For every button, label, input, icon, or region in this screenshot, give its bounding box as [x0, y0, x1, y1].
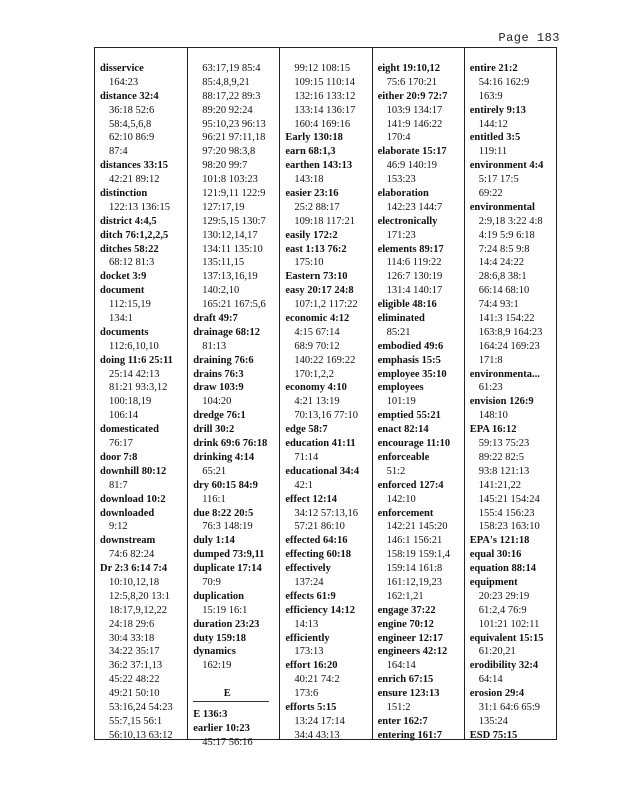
index-page-refs: 54:16 162:9 — [478, 76, 530, 88]
index-page-refs: 25:14 42:13 — [109, 368, 160, 380]
index-page-refs: 15:19 16:1 — [202, 604, 248, 616]
index-page-refs: 42:1 — [294, 479, 314, 491]
index-page-refs: 162:19 — [202, 660, 232, 672]
index-page-refs: 104:20 — [202, 396, 232, 408]
index-page-refs: 112:15,19 — [109, 299, 151, 311]
index-page-refs: 135:24 — [478, 715, 508, 727]
index-page-refs: 151:2 — [386, 701, 411, 713]
index-term: downstream — [100, 535, 156, 547]
index-page-refs: 74:6 82:24 — [109, 549, 155, 561]
index-term: EPA's 121:18 — [469, 535, 530, 547]
index-term: document — [100, 285, 145, 297]
index-page-refs: 163:8,9 164:23 — [478, 326, 543, 338]
index-page-refs: 163:9 — [478, 90, 503, 102]
index-term: employees — [377, 382, 424, 394]
index-term: drink 69:6 76:18 — [193, 438, 268, 450]
index-page-refs: 137:24 — [294, 576, 324, 588]
index-column-5 — [464, 48, 556, 739]
index-page-refs: 34:22 35:17 — [109, 646, 160, 658]
index-term: doing 11:6 25:11 — [100, 354, 173, 366]
index-term: enact 82:14 — [377, 424, 429, 436]
index-page-refs: 13:24 17:14 — [294, 715, 345, 727]
index-page-refs: 140:2,10 — [202, 285, 240, 297]
index-term: edge 58:7 — [285, 424, 328, 436]
index-page-refs: 34:12 57:13,16 — [294, 507, 358, 519]
index-page-refs: 146:1 156:21 — [386, 535, 443, 547]
index-page-refs: 132:16 133:12 — [294, 90, 356, 102]
index-page-refs: 160:4 169:16 — [294, 118, 351, 130]
section-letter: E — [223, 688, 231, 700]
index-term: easily 172:2 — [285, 229, 338, 241]
index-page-refs: 64:14 — [478, 674, 503, 686]
index-term: due 8:22 20:5 — [193, 507, 254, 519]
index-term: eligible 48:16 — [377, 299, 437, 311]
index-term: effect 12:14 — [285, 493, 337, 505]
index-page-refs: 140:22 169:22 — [294, 354, 356, 366]
index-page-refs: 62:10 86:9 — [109, 132, 155, 144]
index-page-refs: 2:9,18 3:22 4:8 — [478, 215, 543, 227]
index-page-refs: 12:5,8,20 13:1 — [109, 590, 170, 602]
index-page-refs: 63:17,19 85:4 — [202, 63, 261, 74]
index-term: ensure 123:13 — [377, 688, 440, 700]
index-page-refs: 109:18 117:21 — [294, 215, 355, 227]
index-term: either 20:9 72:7 — [377, 90, 448, 102]
index-term: emphasis 15:5 — [377, 354, 441, 366]
index-term: earn 68:1,3 — [285, 146, 336, 158]
section-divider — [193, 701, 269, 702]
index-page-refs: 95:10,23 96:13 — [202, 118, 266, 130]
index-page-refs: 55:7,15 56:1 — [109, 715, 163, 727]
index-page-refs: 4:15 67:14 — [294, 326, 340, 338]
index-term: enforced 127:4 — [377, 479, 444, 491]
index-page-refs: 159:14 161:8 — [386, 563, 443, 575]
index-term: effort 16:20 — [285, 660, 338, 672]
index-page-refs: 28:6,8 38:1 — [478, 271, 527, 283]
index-page-refs: 131:4 140:17 — [386, 285, 443, 297]
index-page-refs: 175:10 — [294, 257, 324, 269]
index-term: entitled 3:5 — [469, 132, 521, 144]
index-term: effects 61:9 — [285, 590, 336, 602]
index-page-refs: 127:17,19 — [202, 201, 245, 213]
index-page-refs: 89:20 92:24 — [202, 104, 253, 116]
index-page-refs: 101:8 103:23 — [202, 174, 258, 186]
index-term: environmenta... — [469, 368, 540, 380]
index-term: envision 126:9 — [469, 396, 534, 408]
index-page-refs: 76:17 — [109, 438, 133, 450]
index-page-refs: 141:9 146:22 — [386, 118, 443, 130]
index-page-refs: 87:4 — [109, 146, 128, 158]
index-term: effectively — [285, 563, 331, 575]
index-term: engage 37:22 — [377, 604, 436, 616]
index-term: east 1:13 76:2 — [285, 243, 347, 255]
index-term: employee 35:10 — [377, 368, 447, 380]
index-term: electronically — [377, 215, 438, 227]
index-page-refs: 141:21,22 — [478, 479, 522, 491]
index-column-2 — [187, 48, 279, 748]
index-term: drainage 68:12 — [193, 326, 260, 338]
index-term: duplicate 17:14 — [193, 563, 262, 575]
index-term: efficiency 14:12 — [285, 604, 356, 616]
index-term: dynamics — [193, 646, 236, 658]
index-page-refs: 30:4 33:18 — [109, 632, 155, 644]
index-column-3 — [279, 48, 371, 739]
index-page-refs: 42:21 89:12 — [109, 174, 160, 186]
index-page-refs: 170:1,2,2 — [294, 368, 335, 380]
index-page-refs: 165:21 167:5,6 — [202, 299, 266, 311]
index-page-refs: 85:21 — [386, 326, 411, 338]
index-term: encourage 11:10 — [377, 438, 451, 450]
index-page-refs: 144:12 — [478, 118, 508, 130]
index-page-refs: 89:22 82:5 — [478, 451, 524, 463]
index-page-refs: 121:9,11 122:9 — [202, 188, 266, 200]
index-page-refs: 129:5,15 130:7 — [202, 215, 266, 227]
index-term: environment 4:4 — [469, 160, 544, 172]
index-page-refs: 164:23 — [109, 76, 139, 88]
index-term: easier 23:16 — [285, 188, 339, 200]
index-term: E 136:3 — [193, 708, 228, 720]
index-term: distance 32:4 — [100, 90, 159, 102]
index-term: economy 4:10 — [285, 382, 347, 394]
index-page-refs: 145:21 154:24 — [478, 493, 540, 505]
index-page-refs: 49:21 50:10 — [109, 688, 160, 700]
index-term: disservice — [100, 63, 144, 74]
index-term: eliminated — [377, 313, 425, 325]
index-page-refs: 31:1 64:6 65:9 — [478, 701, 541, 713]
index-page-refs: 24:18 29:6 — [109, 618, 155, 630]
index-term: drains 76:3 — [193, 368, 244, 380]
index-page-refs: 112:6,10,10 — [109, 340, 159, 352]
index-term: enforceable — [377, 451, 430, 463]
index-page-refs: 106:14 — [109, 410, 139, 422]
index-page-refs: 5:17 17:5 — [478, 174, 519, 186]
index-page-refs: 158:19 159:1,4 — [386, 549, 451, 561]
index-term: equivalent 15:15 — [469, 632, 544, 644]
index-page-refs: 45:22 48:22 — [109, 674, 160, 686]
index-page-refs: 134:1 — [109, 313, 133, 325]
index-page-refs: 173:13 — [294, 646, 324, 658]
index-term: door 7:8 — [100, 451, 138, 463]
index-page-refs: 107:1,2 117:22 — [294, 299, 358, 311]
index-page-refs: 45:17 56:16 — [202, 736, 253, 748]
index-page-refs: 57:21 86:10 — [294, 521, 345, 533]
index-page-refs: 51:2 — [386, 465, 406, 477]
index-term: draft 49:7 — [193, 313, 238, 325]
index-term: enrich 67:15 — [377, 674, 434, 686]
index-page-refs: 53:16,24 54:23 — [109, 701, 173, 713]
index-page-refs: 70:9 — [202, 576, 221, 588]
index-page-refs: 141:3 154:22 — [478, 313, 535, 325]
index-page-refs: 81:13 — [202, 340, 227, 352]
index-page-refs: 97:20 98:3,8 — [202, 146, 256, 158]
index-page-refs: 56:10,13 63:12 — [109, 729, 173, 741]
index-table — [94, 47, 557, 748]
index-term: effected 64:16 — [285, 535, 348, 547]
index-term: education 41:11 — [285, 438, 356, 450]
index-page-refs: 135:11,15 — [202, 257, 245, 269]
index-page-refs: 40:21 74:2 — [294, 674, 340, 686]
index-term: Dr 2:3 6:14 7:4 — [100, 563, 168, 575]
index-page-refs: 81:21 93:3,12 — [109, 382, 168, 394]
index-term: download 10:2 — [100, 493, 166, 505]
index-term: equal 30:16 — [469, 549, 522, 561]
index-term: elaboration — [377, 188, 429, 200]
index-page-refs: 61:2,4 76:9 — [478, 604, 527, 616]
index-term: EPA 16:12 — [469, 424, 517, 436]
index-page-refs: 103:9 134:17 — [386, 104, 443, 116]
index-page-refs: 170:4 — [386, 132, 411, 144]
index-page-refs: 126:7 130:19 — [386, 271, 443, 283]
index-page-refs: 122:13 136:15 — [109, 201, 170, 213]
index-page-refs: 36:18 52:6 — [109, 104, 155, 116]
index-page-refs: 76:3 148:19 — [202, 521, 253, 533]
index-term: drill 30:2 — [193, 424, 235, 436]
index-page-refs: 109:15 110:14 — [294, 76, 355, 88]
index-page-refs: 101:19 — [386, 396, 416, 408]
index-page-refs: 70:13,16 77:10 — [294, 410, 358, 422]
index-term: engine 70:12 — [377, 618, 434, 630]
index-term: duly 1:14 — [193, 535, 235, 547]
index-term: effecting 60:18 — [285, 549, 351, 561]
index-term: duty 159:18 — [193, 632, 246, 644]
index-term: downloaded — [100, 507, 155, 519]
index-page-refs: 130:12,14,17 — [202, 229, 258, 241]
index-page-refs: 61:20,21 — [478, 646, 516, 658]
index-page-refs: 14:4 24:22 — [478, 257, 524, 269]
index-page-refs: 68:12 81:3 — [109, 257, 155, 269]
index-page-refs: 116:1 — [202, 493, 226, 505]
index-term: entire 21:2 — [469, 63, 518, 74]
index-page-refs: 101:21 102:11 — [478, 618, 540, 630]
page-number: Page 183 — [498, 31, 560, 45]
index-term: erosion 29:4 — [469, 688, 525, 700]
index-term: draw 103:9 — [193, 382, 244, 394]
index-term: efficiently — [285, 632, 330, 644]
index-page-refs: 155:4 156:23 — [478, 507, 535, 519]
index-page-refs: 100:18,19 — [109, 396, 152, 408]
index-term: distinction — [100, 188, 148, 200]
index-page-refs: 71:14 — [294, 451, 319, 463]
index-term: educational 34:4 — [285, 465, 360, 477]
index-term: elements 89:17 — [377, 243, 444, 255]
index-term: docket 3:9 — [100, 271, 147, 283]
index-term: entering 161:7 — [377, 729, 443, 741]
index-page-refs: 164:14 — [386, 660, 416, 672]
index-page-refs: 46:9 140:19 — [386, 160, 438, 172]
index-page-refs: 164:24 169:23 — [478, 340, 540, 352]
index-page-refs: 59:13 75:23 — [478, 438, 530, 450]
index-page-refs: 61:23 — [478, 382, 503, 394]
index-term: Eastern 73:10 — [285, 271, 348, 283]
index-page-refs: 142:23 144:7 — [386, 201, 443, 213]
index-term: earlier 10:23 — [193, 722, 250, 734]
index-term: earthen 143:13 — [285, 160, 353, 172]
index-page-refs: 98:20 99:7 — [202, 160, 248, 172]
index-term: elaborate 15:17 — [377, 146, 447, 158]
index-page-refs: 161:12,19,23 — [386, 576, 442, 588]
index-term: duplication — [193, 590, 244, 602]
index-page-refs: 65:21 — [202, 465, 227, 477]
index-term: dredge 76:1 — [193, 410, 246, 422]
index-page-refs: 96:21 97:11,18 — [202, 132, 266, 144]
index-term: ESD 75:15 — [469, 729, 518, 741]
index-page-refs: 10:10,12,18 — [109, 576, 160, 588]
index-page-refs: 4:21 13:19 — [294, 396, 340, 408]
index-page-refs: 75:6 170:21 — [386, 76, 438, 88]
index-term: draining 76:6 — [193, 354, 254, 366]
index-term: environmental — [469, 201, 535, 213]
index-term: district 4:4,5 — [100, 215, 157, 227]
index-term: entirely 9:13 — [469, 104, 526, 116]
index-page-refs: 148:10 — [478, 410, 508, 422]
index-page-refs: 7:24 8:5 9:8 — [478, 243, 530, 255]
index-page-refs: 14:13 — [294, 618, 319, 630]
index-term: embodied 49:6 — [377, 340, 444, 352]
index-page-refs: 171:23 — [386, 229, 416, 241]
index-page-refs: 142:21 145:20 — [386, 521, 448, 533]
index-page-refs: 114:6 119:22 — [386, 257, 442, 269]
index-column-4 — [372, 48, 464, 739]
index-term: dumped 73:9,11 — [193, 549, 265, 561]
index-column-1 — [95, 48, 187, 739]
index-page-refs: 142:10 — [386, 493, 416, 505]
index-page-refs: 158:23 163:10 — [478, 521, 540, 533]
index-term: distances 33:15 — [100, 160, 168, 172]
index-page-refs: 134:11 135:10 — [202, 243, 263, 255]
index-page-refs: 58:4,5,6,8 — [109, 118, 152, 130]
index-term: enforcement — [377, 507, 434, 519]
index-page-refs: 93:8 121:13 — [478, 465, 530, 477]
index-page-refs: 18:17,9,12,22 — [109, 604, 168, 616]
index-term: engineers 42:12 — [377, 646, 448, 658]
index-term: efforts 5:15 — [285, 701, 337, 713]
index-term: domesticated — [100, 424, 159, 436]
index-term: ditches 58:22 — [100, 243, 159, 255]
index-term: ditch 76:1,2,2,5 — [100, 229, 169, 241]
index-page-refs: 133:14 136:17 — [294, 104, 356, 116]
index-page-refs: 137:13,16,19 — [202, 271, 258, 283]
index-page-refs: 88:17,22 89:3 — [202, 90, 261, 102]
index-term: enter 162:7 — [377, 715, 428, 727]
index-term: dry 60:15 84:9 — [193, 479, 258, 491]
index-page-refs: 81:7 — [109, 479, 128, 491]
index-page-refs: 99:12 108:15 — [294, 63, 351, 74]
index-term: duration 23:23 — [193, 618, 260, 630]
index-page-refs: 74:4 93:1 — [478, 299, 519, 311]
index-page-refs: 85:4,8,9,21 — [202, 76, 250, 88]
index-term: emptied 55:21 — [377, 410, 441, 422]
index-page-refs: 36:2 37:1,13 — [109, 660, 163, 672]
index-page-refs: 68:9 70:12 — [294, 340, 340, 352]
index-page-refs: 119:11 — [478, 146, 508, 158]
index-page-refs: 4:19 5:9 6:18 — [478, 229, 535, 241]
index-term: easy 20:17 24:8 — [285, 285, 354, 297]
index-page-refs: 162:1,21 — [386, 590, 424, 602]
index-term: erodibility 32:4 — [469, 660, 539, 672]
index-page-refs: 34:4 43:13 — [294, 729, 340, 741]
index-term: downhill 80:12 — [100, 465, 167, 477]
index-page-refs: 9:12 — [109, 521, 128, 533]
index-term: drinking 4:14 — [193, 451, 255, 463]
index-page-refs: 25:2 88:17 — [294, 201, 340, 213]
index-term: economic 4:12 — [285, 313, 350, 325]
index-term: eight 19:10,12 — [377, 63, 440, 74]
index-page-refs: 153:23 — [386, 174, 416, 186]
index-page-refs: 66:14 68:10 — [478, 285, 530, 297]
index-term: Early 130:18 — [285, 132, 343, 144]
index-term: equation 88:14 — [469, 563, 536, 575]
index-page-refs: 173:6 — [294, 688, 319, 700]
index-term: engineer 12:17 — [377, 632, 443, 644]
index-page-refs: 171:8 — [478, 354, 503, 366]
index-term: documents — [100, 326, 149, 338]
index-term — [193, 673, 279, 687]
index-page-refs: 69:22 — [478, 188, 503, 200]
index-term: equipment — [469, 576, 518, 588]
index-page-refs: 20:23 29:19 — [478, 590, 530, 602]
index-page-refs: 143:18 — [294, 174, 324, 186]
